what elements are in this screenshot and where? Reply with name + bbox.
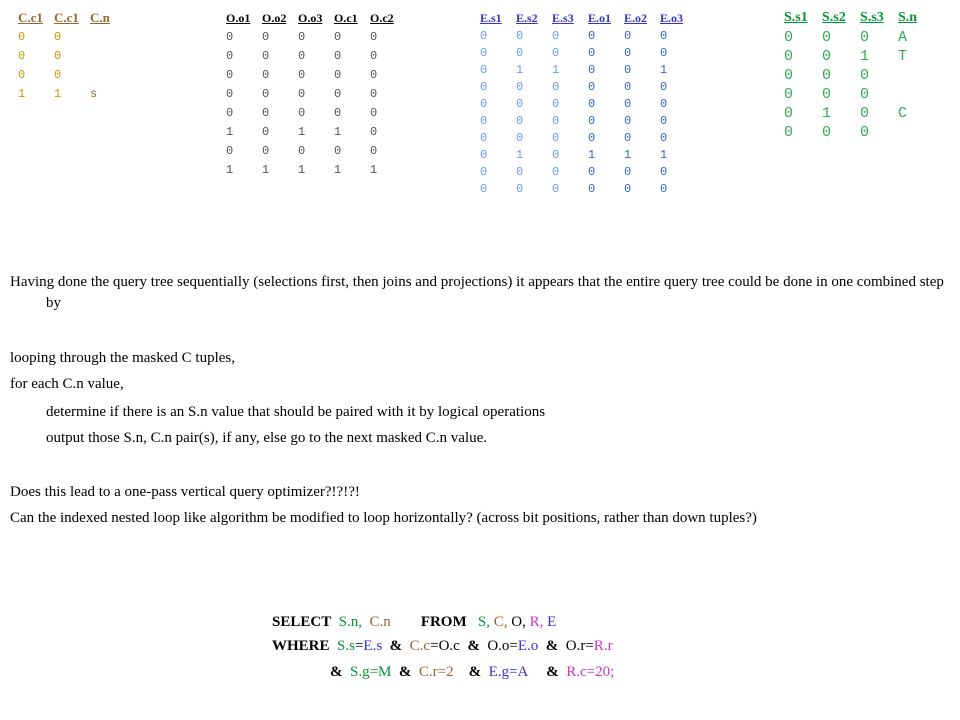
sql-amp: & (330, 664, 343, 680)
table-cell: 0 (370, 87, 378, 101)
table-cell: 0 (226, 49, 234, 63)
table-cell: 0 (588, 165, 596, 179)
table-cell: 0 (588, 114, 596, 128)
table-cell: 0 (660, 80, 668, 94)
table-cell: 1 (588, 148, 596, 162)
sql-eq: = (430, 638, 439, 654)
table-cell: 0 (516, 131, 524, 145)
table-cell: 0 (226, 68, 234, 82)
s-column (784, 8, 822, 142)
column-header: E.o2 (624, 11, 648, 25)
table-cell: 0 (516, 165, 524, 179)
table-cell: 1 (822, 105, 832, 122)
table-cell: 1 (624, 148, 632, 162)
o-column (226, 8, 262, 180)
table-cell: 0 (516, 80, 524, 94)
table-cell (90, 47, 97, 66)
sql-l3b: C.r=2 (418, 664, 454, 680)
column-header: S.n (898, 10, 918, 25)
table-cell: 0 (516, 182, 524, 196)
table-cell: 0 (370, 30, 378, 44)
text-p3: for each C.n value, (10, 376, 124, 392)
sql-where-keyword: WHERE (272, 638, 330, 654)
sql-from-keyword: FROM (420, 614, 467, 630)
sql-from-s: S, (477, 614, 490, 630)
table-cell: 0 (54, 30, 62, 44)
table-cell: 0 (516, 46, 524, 60)
table-cell: 1 (298, 125, 306, 139)
text-p2: looping through the masked C tuples, (10, 350, 235, 366)
table-cell: 0 (784, 105, 794, 122)
table-cell: 0 (18, 30, 26, 44)
table-cell: 1 (552, 63, 560, 77)
table-cell: 1 (516, 148, 524, 162)
column-header: E.s2 (516, 11, 538, 25)
table-cell: 0 (226, 30, 234, 44)
o-table (226, 8, 406, 180)
table-cell: 0 (660, 165, 668, 179)
sql-w1c: E.s (363, 638, 383, 654)
table-cell: 0 (552, 80, 560, 94)
column-header: E.s1 (480, 11, 502, 25)
table-cell: 0 (660, 114, 668, 128)
table-cell: 0 (262, 30, 270, 44)
s-column (860, 8, 898, 142)
sql-eq: = (585, 638, 594, 654)
table-cell: 0 (624, 80, 632, 94)
sql-eq: = (354, 638, 364, 654)
column-header: S.s3 (860, 10, 884, 25)
table-cell: 0 (624, 29, 632, 43)
table-cell: 0 (660, 182, 668, 196)
table-cell: 0 (226, 87, 234, 101)
table-cell: 1 (334, 163, 342, 177)
table-cell: 0 (552, 182, 560, 196)
table-cell: 0 (54, 49, 62, 63)
table-cell: 1 (516, 63, 524, 77)
table-cell (90, 28, 97, 47)
sql-select-cn: C.n (369, 614, 391, 630)
table-cell: 0 (480, 46, 488, 60)
table-cell: 0 (334, 30, 342, 44)
table-cell: 0 (588, 80, 596, 94)
table-cell: 0 (226, 106, 234, 120)
table-cell: 0 (860, 124, 870, 141)
table-cell: 0 (480, 29, 488, 43)
o-column (262, 8, 298, 180)
s-column (822, 8, 860, 142)
text-p4: determine if there is an S.n value that should be paired with it by logical operations (46, 404, 546, 420)
table-cell: 0 (480, 63, 488, 77)
table-cell: 0 (298, 30, 306, 44)
e-column (624, 8, 660, 198)
table-cell: 0 (18, 49, 26, 63)
column-header: C.n (90, 10, 110, 25)
c-column (54, 8, 90, 104)
table-cell: 0 (588, 29, 596, 43)
table-cell: 0 (784, 67, 794, 84)
sql-from-r: R, (529, 614, 544, 630)
column-header: E.o1 (588, 11, 612, 25)
table-cell: 0 (624, 165, 632, 179)
table-cell: 0 (660, 131, 668, 145)
column-header: E.o3 (660, 11, 684, 25)
sql-from-c: C, (493, 614, 508, 630)
table-cell: 1 (226, 125, 234, 139)
c-column (18, 8, 54, 104)
sql-l3d: R.c=20; (566, 664, 615, 680)
table-cell: 0 (552, 148, 560, 162)
table-cell: 0 (262, 144, 270, 158)
sql-l3a: S.g=M (350, 664, 392, 680)
sql-where-line (272, 634, 613, 658)
table-cell: 0 (480, 97, 488, 111)
table-cell: 0 (588, 131, 596, 145)
table-cell: 0 (624, 97, 632, 111)
table-cell: 0 (334, 106, 342, 120)
table-cell: 0 (298, 144, 306, 158)
table-cell: 0 (262, 49, 270, 63)
table-cell: 1 (334, 125, 342, 139)
table-cell: 1 (660, 63, 668, 77)
table-cell: 0 (860, 86, 870, 103)
column-header: O.o2 (262, 11, 287, 25)
table-cell: s (90, 87, 98, 101)
table-cell: T (898, 48, 908, 65)
table-cell: 0 (588, 182, 596, 196)
table-cell: 0 (480, 131, 488, 145)
table-cell: 0 (624, 114, 632, 128)
e-column (552, 8, 588, 198)
table-cell: 0 (262, 87, 270, 101)
table-cell: 1 (54, 87, 62, 101)
column-header: O.c2 (370, 11, 394, 25)
text-p7: Can the indexed nested loop like algorithm be modified to loop horizontally? (across bit positions, rather than down tuples?) (10, 510, 757, 526)
table-cell: 0 (860, 67, 870, 84)
table-cell: 0 (226, 144, 234, 158)
table-cell: 0 (552, 114, 560, 128)
column-header: C.c1 (54, 10, 79, 25)
table-cell: 1 (226, 163, 234, 177)
table-cell: 0 (552, 29, 560, 43)
table-cell: 0 (370, 106, 378, 120)
table-cell (90, 66, 97, 85)
sql-eq: = (509, 638, 518, 654)
table-cell: 0 (552, 131, 560, 145)
sql-amp: & (545, 638, 559, 654)
table-cell: 0 (334, 87, 342, 101)
e-table (480, 8, 696, 198)
column-header: C.c1 (18, 10, 43, 25)
table-cell: 0 (822, 86, 832, 103)
c-table (18, 8, 130, 104)
o-column (298, 8, 334, 180)
table-cell: 0 (262, 106, 270, 120)
table-cell: 0 (784, 48, 794, 65)
table-cell (898, 123, 907, 142)
table-cell: 1 (262, 163, 270, 177)
s-table (784, 8, 936, 142)
sql-amp: & (546, 664, 559, 680)
sql-l3c: E.g=A (488, 664, 528, 680)
table-cell: 0 (784, 29, 794, 46)
s-column (898, 8, 936, 142)
table-cell: 0 (298, 68, 306, 82)
table-cell: 0 (516, 114, 524, 128)
sql-select-line (272, 610, 556, 634)
table-cell: 0 (552, 97, 560, 111)
table-cell: 0 (262, 68, 270, 82)
table-cell: 0 (370, 49, 378, 63)
table-cell: 0 (588, 63, 596, 77)
sql-amp: & (468, 664, 482, 680)
table-cell: 0 (480, 165, 488, 179)
table-cell: 0 (370, 144, 378, 158)
column-header: O.c1 (334, 11, 358, 25)
table-cell: 0 (516, 97, 524, 111)
table-cell: 0 (784, 124, 794, 141)
sql-w2c: O.c (438, 638, 460, 654)
table-cell: 0 (822, 67, 832, 84)
e-column (588, 8, 624, 198)
table-cell: 1 (860, 48, 870, 65)
sql-amp: & (389, 638, 403, 654)
sql-w3a: O.o (487, 638, 510, 654)
table-cell: 0 (588, 97, 596, 111)
table-cell: 0 (370, 125, 378, 139)
table-cell (898, 85, 907, 104)
sql-w3c: E.o (517, 638, 539, 654)
sql-select-sn: S.n, (338, 614, 363, 630)
table-cell: 0 (822, 29, 832, 46)
text-p5: output those S.n, C.n pair(s), if any, else go to the next masked C.n value. (46, 430, 488, 446)
table-cell: 0 (860, 29, 870, 46)
column-header: S.s1 (784, 10, 808, 25)
table-cell: 0 (54, 68, 62, 82)
o-column (334, 8, 370, 180)
table-cell: 0 (588, 46, 596, 60)
table-cell: 0 (822, 48, 832, 65)
table-cell: 0 (860, 105, 870, 122)
sql-w4c: R.r (593, 638, 613, 654)
e-column (480, 8, 516, 198)
table-cell: A (898, 29, 908, 46)
sql-from-o: O, (511, 614, 526, 630)
table-cell: 0 (334, 68, 342, 82)
table-cell: 0 (480, 114, 488, 128)
table-cell: 1 (298, 163, 306, 177)
table-cell: 0 (624, 182, 632, 196)
e-column (660, 8, 696, 198)
sql-w1a: S.s (337, 638, 355, 654)
table-cell: 0 (516, 29, 524, 43)
sql-w2a: C.c (409, 638, 431, 654)
table-cell: 1 (18, 87, 26, 101)
sql-amp: & (467, 638, 480, 654)
e-column (516, 8, 552, 198)
text-p1: Having done the query tree sequentially (selections first, then joins and projections) it appears that the entire query tree could be done in one combined step by (10, 274, 944, 311)
table-cell: 0 (822, 124, 832, 141)
table-cell (898, 66, 907, 85)
table-cell: 1 (370, 163, 378, 177)
paragraph-intro (10, 272, 950, 314)
table-cell: 0 (370, 68, 378, 82)
o-column (370, 8, 406, 180)
table-cell: 0 (298, 87, 306, 101)
table-cell: 0 (552, 165, 560, 179)
table-cell: C (898, 105, 908, 122)
table-cell: 0 (262, 125, 270, 139)
sql-w4a: O.r (565, 638, 586, 654)
column-header: E.s3 (552, 11, 574, 25)
table-cell: 0 (480, 80, 488, 94)
column-header: O.o1 (226, 11, 251, 25)
table-cell: 1 (660, 148, 668, 162)
text-p6: Does this lead to a one-pass vertical query optimizer?!?!?! (10, 484, 360, 500)
table-cell: 0 (480, 182, 488, 196)
table-cell: 0 (660, 46, 668, 60)
table-cell: 0 (298, 106, 306, 120)
table-cell: 0 (624, 46, 632, 60)
column-header: S.s2 (822, 10, 846, 25)
table-cell: 0 (784, 86, 794, 103)
table-cell: 0 (480, 148, 488, 162)
table-cell: 0 (624, 131, 632, 145)
table-cell: 0 (660, 29, 668, 43)
table-cell: 0 (334, 49, 342, 63)
table-cell: 0 (334, 144, 342, 158)
table-cell: 0 (18, 68, 26, 82)
table-cell: 0 (552, 46, 560, 60)
table-cell: 0 (624, 63, 632, 77)
sql-select-keyword: SELECT (272, 614, 332, 630)
table-cell: 0 (298, 49, 306, 63)
sql-from-e: E (547, 614, 557, 630)
c-column (90, 8, 130, 104)
sql-amp: & (398, 664, 412, 680)
table-cell: 0 (660, 97, 668, 111)
sql-conditions-line (330, 660, 614, 684)
column-header: O.o3 (298, 11, 323, 25)
